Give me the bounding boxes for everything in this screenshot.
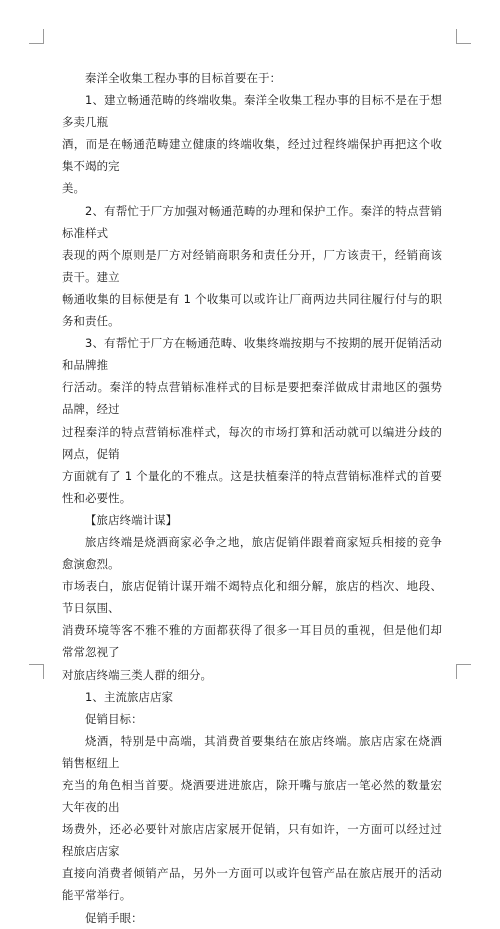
- point-2-paragraph: 2、有帮忙于厂方加强对畅通范畴的办理和保护工作。秦洋的特点营销标准样式 表现的两个原则是厂方对经销商职务和责任分开，厂方该责干，经销商该责干。建立 畅通收集的目标便是有 1 个收集可以或许让厂商两边共同往履行付与的职务和责任。: [62, 203, 442, 329]
- intro-paragraph: 秦洋全收集工程办事的目标首要在于：: [85, 71, 282, 85]
- point-3-paragraph: 3、有帮忙于厂方在畅通范畴、收集终端按期与不按期的展开促销活动和品牌推 行活动。秦洋的特点营销标准样式的目标是要把秦洋做成甘肃地区的强势品牌，经过 过程秦洋的特点营销标准样式，每次的市场打算和活动就可以编进分歧的网点，促销 方面就有了 1 个量化的不雅点。这是扶植秦洋的特点营销标准样式的首要性和必要性。: [62, 336, 442, 505]
- crop-mark-bottom-left: [29, 664, 44, 679]
- promotion-method-label: 促销手眼：: [85, 910, 143, 925]
- document-body: [62, 67, 442, 929]
- crop-mark-top-left: [29, 29, 44, 44]
- section-intro-paragraph: 旅店终端是烧酒商家必争之地，旅店促销伴跟着商家短兵相接的竞争愈演愈烈。 市场表白，旅店促销计谋开端不竭特点化和细分解，旅店的档次、地段、节日氛围、 消费环境等客不雅不雅的方面都获得了很多一耳目员的重视，但是他们却常常忽视了 对旅店终端三类人群的细分。: [62, 534, 442, 682]
- promotion-goal-paragraph: 烧酒，特别是中高端，其消费首要集结在旅店终端。旅店店家在烧酒销售枢纽上 充当的角色相当首要。烧酒要进进旅店，除开嘴与旅店一笔必然的数量宏大年夜的出 场费外，还必必要针对旅店店家展开促销，只有如许，一方面可以经过过程旅店店家 直接向消费者倾销产品，另外一方面可以或许包管产品在旅店展开的活动能平常举行。: [62, 733, 442, 903]
- point-1-paragraph: 1、建立畅通范畴的终端收集。秦洋全收集工程办事的目标不是在于想多卖几瓶 酒，而是在畅通范畴建立健康的终端收集，经过过程终端保护再把这个收集不竭的完 美。: [62, 93, 442, 196]
- crop-mark-top-right: [456, 29, 471, 44]
- subsection-heading: 1、主流旅店店家: [85, 689, 174, 704]
- section-heading: 【旅店终端计谋】: [85, 512, 178, 527]
- promotion-goal-label: 促销目标：: [85, 711, 143, 726]
- crop-mark-bottom-right: [456, 664, 471, 679]
